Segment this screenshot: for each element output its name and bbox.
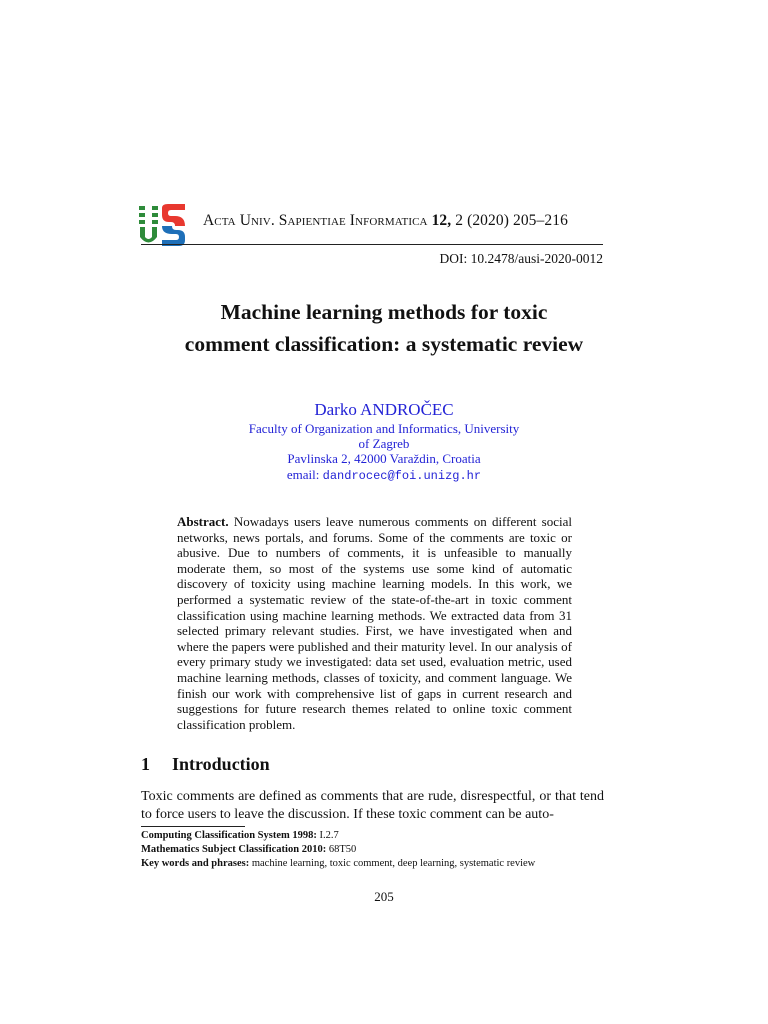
author-affiliation <box>100 421 668 484</box>
msc-label: Mathematics Subject Classification 2010: <box>141 844 327 855</box>
logo-s-mark <box>162 204 185 246</box>
section-number: 1 <box>141 754 150 774</box>
paper-title <box>100 296 668 360</box>
section-heading <box>141 754 270 775</box>
journal-issue-pages: 2 (2020) 205–216 <box>455 212 568 229</box>
footnote-msc <box>141 843 604 857</box>
section-title: Introduction <box>172 754 270 774</box>
footnote-keywords <box>141 857 604 871</box>
keywords-label: Key words and phrases: <box>141 858 250 869</box>
affiliation-line: Faculty of Organization and Informatics, University <box>248 421 520 436</box>
doi: DOI: 10.2478/ausi-2020-0012 <box>439 251 603 266</box>
header-rule <box>141 244 603 245</box>
author-name[interactable]: Darko ANDROČEC <box>314 400 454 419</box>
introduction-text: Toxic comments are defined as comments that are rude, disrespectful, or that tend to force users to leave the discussion. If these toxic comment can be auto- <box>141 789 604 822</box>
msc-value: 68T50 <box>328 844 357 855</box>
footnote-rule <box>141 826 245 827</box>
ccs-value: I.2.7 <box>319 830 339 841</box>
journal-logo <box>139 204 187 246</box>
journal-citation <box>203 212 607 230</box>
page-number: 205 <box>374 889 394 904</box>
logo-u-mark <box>139 206 158 243</box>
email-label: email: <box>286 466 320 482</box>
abstract <box>177 514 572 732</box>
abstract-text: Nowadays users leave numerous comments on different social networks, news portals, and forums. Some of the comments are toxic or abusive. Due to numbers of comments, it is unfeasible to manually moderate them, so most of the systems use some kind of automatic discovery of toxicity using machine learning models. In this work, we performed a systematic review of the state-of-the-art in toxic comment classification using machine learning methods. We extracted data from 31 selected primary relevant studies. First, we have investigated when and where the papers were published and their maturity level. In our analysis of every primary study we investigated: data set used, evaluation metric, used machine learning methods, classes of toxicity, and comment language. We finish our work with comprehensive list of gaps in current research and suggestions for future research themes related to online toxic comment classification problem. <box>177 514 573 732</box>
keywords-value: machine learning, toxic comment, deep learning, systematic review <box>251 858 536 869</box>
title-line: Machine learning methods for toxic <box>220 300 548 324</box>
affiliation-line: of Zagreb <box>358 436 410 452</box>
footnotes <box>141 829 604 871</box>
ccs-label: Computing Classification System 1998: <box>141 830 317 841</box>
journal-volume: 12, <box>431 212 452 229</box>
abstract-label: Abstract. <box>177 514 229 529</box>
email-line <box>100 467 668 484</box>
footnote-ccs <box>141 829 604 843</box>
journal-name: Acta Univ. Sapientiae Informatica <box>203 212 428 229</box>
affiliation-line: Pavlinska 2, 42000 Varaždin, Croatia <box>287 451 481 467</box>
email-link[interactable]: dandrocec@foi.unizg.hr <box>322 468 482 483</box>
title-line: comment classification: a systematic review <box>184 332 584 356</box>
